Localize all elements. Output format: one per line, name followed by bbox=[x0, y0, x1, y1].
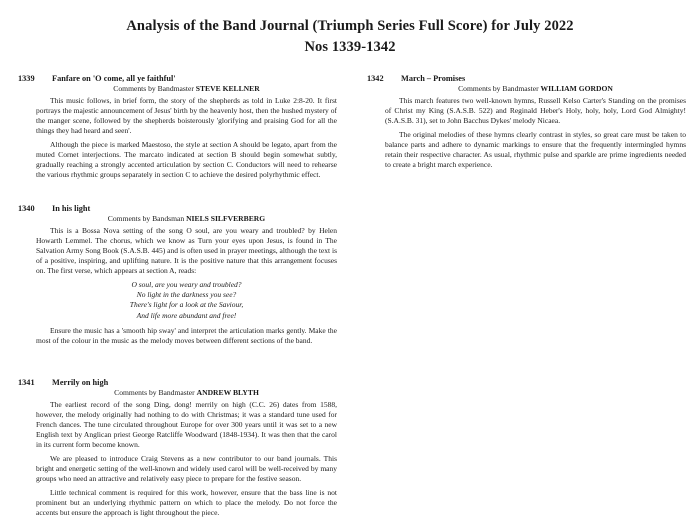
spacer bbox=[18, 370, 337, 378]
entry-1342-number: 1342 bbox=[367, 74, 384, 84]
right-column bbox=[361, 74, 686, 528]
entry-1339-number: 1339 bbox=[18, 74, 35, 84]
entry-1341-title: Merrily on high bbox=[52, 377, 109, 387]
entry-1340-paragraph-1: This is a Bossa Nova setting of the song O soul, are you weary and troubled? by Helen Howarth Lemmel. The chorus, which we know as Turn your eyes upon Jesus, is found in The Salvation Army Song Book (S.A.S.B. 445) and is often used in prayer meetings, although the text is of a positive, inspiring, and uplifting nature. It is the positive nature that this arrangement focuses on. The first verse, which appears at section A, reads: bbox=[36, 225, 337, 275]
left-column bbox=[18, 74, 343, 528]
entry-1342-credit bbox=[367, 84, 686, 93]
entry-1341-heading bbox=[18, 378, 337, 387]
entry-1342-credit-name: WILLIAM GORDON bbox=[540, 84, 613, 94]
entry-1341-number: 1341 bbox=[18, 377, 35, 387]
entry-1341 bbox=[18, 378, 337, 518]
entry-1342 bbox=[367, 74, 686, 170]
page-title-line-2: Nos 1339-1342 bbox=[304, 39, 396, 56]
entry-1340-credit bbox=[18, 214, 337, 223]
entry-1341-credit-name: ANDREW BLYTH bbox=[196, 387, 259, 397]
entry-1340-paragraph-2: Ensure the music has a 'smooth hip sway' and interpret the articulation marks gently. Make the most of the colour in the music as the melody moves between different sections of the band. bbox=[36, 326, 337, 345]
entry-1341-credit-prefix: Comments by Bandmaster bbox=[114, 387, 197, 397]
entry-1342-paragraph-2: The original melodies of these hymns clearly contrast in styles, so great care must be taken to balance parts and adhere to dynamic markings to ensure that the frequently intermingled hymns retain their respective character. As usual, rhythmic pulse and sparkle are prime ingredients needed to create a bright march experience. bbox=[385, 129, 686, 169]
entry-1342-title: March – Promises bbox=[401, 74, 466, 84]
verse-line-3: There's light for a look at the Saviour, bbox=[129, 300, 244, 310]
entry-1339-heading bbox=[18, 74, 337, 83]
entry-1339-paragraph-1: This music follows, in brief form, the story of the shepherds as told in Luke 2:8-20. It first portrays the majestic announcement of Jesus' birth by the heavenly host, then the hushed mystery of the manger scene, followed by the shepherds boisterously 'glorifying and praising God for all the things they had heard and seen'. bbox=[36, 96, 337, 135]
document-title-block bbox=[0, 0, 700, 58]
entry-1339-credit bbox=[18, 84, 337, 93]
entry-1341-credit bbox=[18, 388, 337, 397]
entry-1341-paragraph-1: The earliest record of the song Ding, dong! merrily on high (C.C. 26) dates from 1588, however, the melody originally had nothing to do with Christmas; it was a standard tune used for French dances. The tune circulated throughout Europe for over 300 years until it was set to a new English text by Anglican priest George Ratcliffe Woodward (1848-1934). It was then that the carol in its current form become known. bbox=[36, 399, 337, 449]
entry-1340-verse bbox=[18, 280, 337, 321]
verse-line-4: And life more abundant and free! bbox=[136, 310, 237, 320]
entry-1341-paragraph-3: Little technical comment is required for this work, however, ensure that the bass line is not prominent but an underlying rhythmic pattern on which to place the melody. Do not force the accents but ensure the approach is light throughout the piece. bbox=[36, 487, 337, 517]
entry-1340-title: In his light bbox=[52, 203, 91, 213]
entry-1339-credit-name: STEVE KELLNER bbox=[195, 84, 260, 94]
two-column-body bbox=[0, 58, 700, 528]
entry-1340-heading bbox=[18, 204, 337, 213]
verse-line-2: No light in the darkness you see? bbox=[136, 289, 237, 299]
spacer bbox=[18, 190, 337, 204]
entry-1339 bbox=[18, 74, 337, 180]
entry-1340-credit-prefix: Comments by Bandsman bbox=[107, 213, 187, 223]
spacer bbox=[18, 356, 337, 370]
entry-1340-credit-name: NIELS SILFVERBERG bbox=[186, 213, 266, 223]
verse-line-1: O soul, are you weary and troubled? bbox=[131, 279, 242, 289]
entry-1342-paragraph-1: This march features two well-known hymns, Russell Kelso Carter's Standing on the promises of Christ my King (S.A.S.B. 522) and Reginald Heber's Holy, holy, holy, Lord God Almighty! (S.A.S.B. 31), set to John Bacchus Dykes' melody Nicaea. bbox=[385, 96, 686, 125]
entry-1340-number: 1340 bbox=[18, 203, 35, 213]
entry-1340 bbox=[18, 204, 337, 346]
entry-1341-paragraph-2: We are pleased to introduce Craig Stevens as a new contributor to our band journals. This bright and energetic setting of the well-known and widely used carol will be well-received by many groups who need an attractive and relatively easy piece to prepare for the festive season. bbox=[36, 453, 337, 483]
entry-1339-title: Fanfare on 'O come, all ye faithful' bbox=[52, 74, 176, 84]
entry-1342-credit-prefix: Comments by Bandmaster bbox=[458, 84, 541, 94]
entry-1339-credit-prefix: Comments by Bandmaster bbox=[113, 84, 196, 94]
page-title-line-1: Analysis of the Band Journal (Triumph Series Full Score) for July 2022 bbox=[126, 18, 574, 34]
entry-1339-paragraph-2: Although the piece is marked Maestoso, the style at section A should be legato, apart from the muted Cornet interjections. The marcato indicated at section B should begin somewhat subtly, gradually reaching a strongly accented articulation by section C. Conductors will need to rehearse the various rhythmic groups separately in section C to achieve the desired polyrhythmic effect. bbox=[36, 139, 337, 179]
entry-1342-heading bbox=[367, 74, 686, 83]
